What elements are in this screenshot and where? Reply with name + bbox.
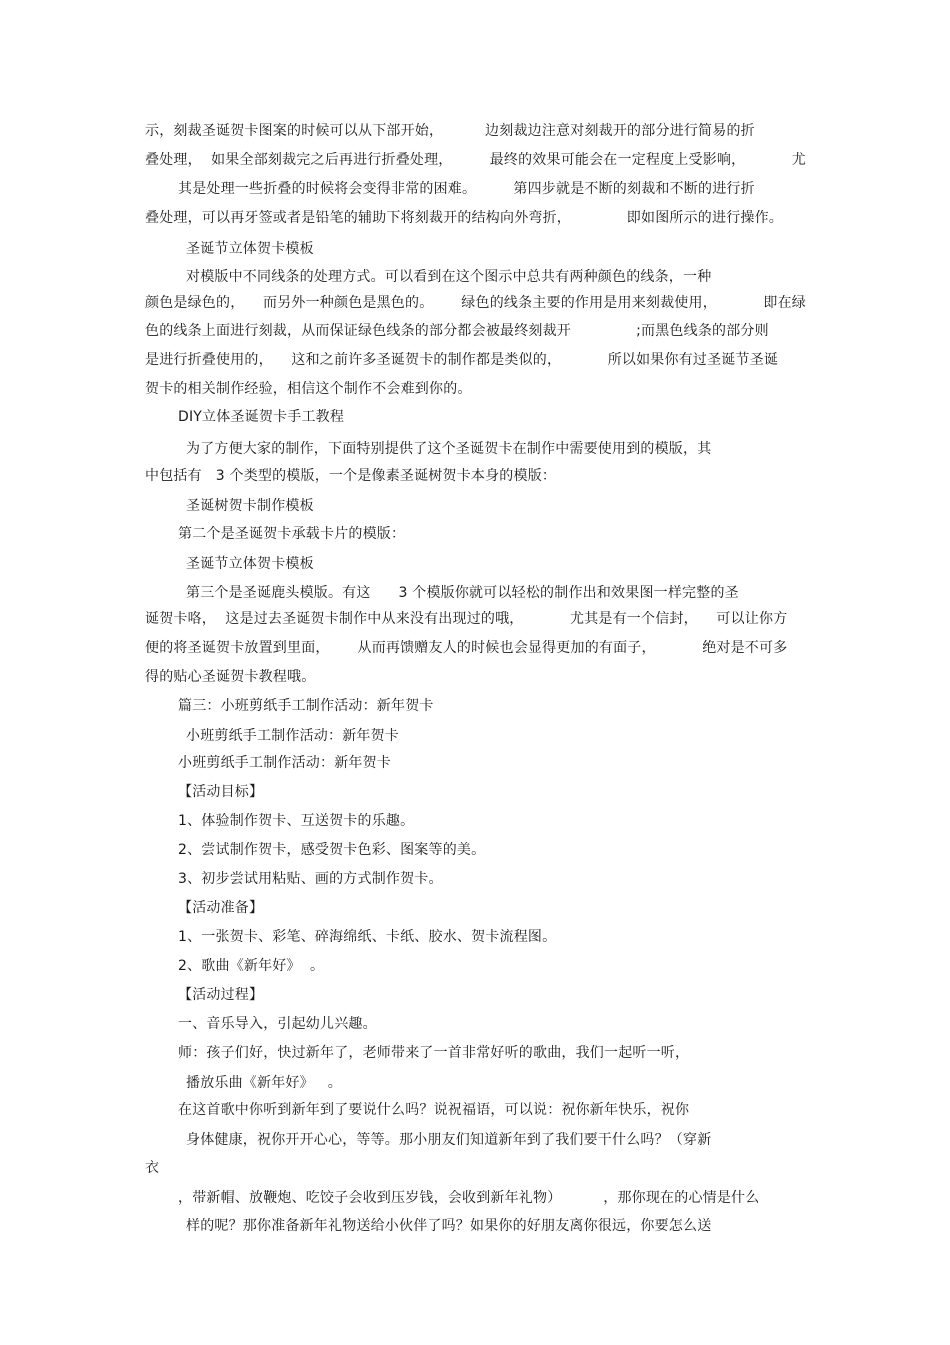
text-line: DIY立体圣诞贺卡手工教程 xyxy=(178,409,345,425)
text-line: 诞贺卡咯， 这是过去圣诞贺卡制作中从来没有出现过的哦， 尤其是有一个信封， 可以让你方 xyxy=(145,611,788,627)
text-line: 中包括有 3 个类型的模版，一个是像素圣诞树贺卡本身的模版： xyxy=(145,468,557,484)
text-line: 1、体验制作贺卡、互送贺卡的乐趣。 xyxy=(178,813,415,829)
text-line: 其是处理一些折叠的时候将会变得非常的困难。 第四步就是不断的刻裁和不断的进行折 xyxy=(178,181,755,197)
text-line: 第三个是圣诞鹿头模版。有这 3 个模版你就可以轻松的制作出和效果图一样完整的圣 xyxy=(186,585,739,601)
text-line: 【活动准备】 xyxy=(178,900,264,916)
text-line: 叠处理，可以再牙签或者是铅笔的辅助下将刻裁开的结构向外弯折， 即如图所示的进行操作。 xyxy=(145,210,783,226)
text-line: 2、歌曲《新年好》 。 xyxy=(178,958,325,974)
text-line: 圣诞树贺卡制作模板 xyxy=(186,498,314,514)
text-line: 小班剪纸手工制作活动：新年贺卡 xyxy=(186,728,399,744)
text-line: 2、尝试制作贺卡，感受贺卡色彩、图案等的美。 xyxy=(178,842,486,858)
text-line: 得的贴心圣诞贺卡教程哦。 xyxy=(145,669,316,685)
text-line: 示，刻裁圣诞贺卡图案的时候可以从下部开始， 边刻裁边注意对刻裁开的部分进行简易的折 xyxy=(145,123,755,139)
text-line: 为了方便大家的制作，下面特别提供了这个圣诞贺卡在制作中需要使用到的模版，其 xyxy=(186,441,712,457)
text-line: 篇三：小班剪纸手工制作活动：新年贺卡 xyxy=(178,698,434,714)
text-line: 【活动过程】 xyxy=(178,987,264,1003)
text-line: 【活动目标】 xyxy=(178,784,264,800)
text-line: 是进行折叠使用的， 这和之前许多圣诞贺卡的制作都是类似的， 所以如果你有过圣诞节圣诞 xyxy=(145,352,779,368)
text-line: 圣诞节立体贺卡模板 xyxy=(186,241,314,257)
text-line: 在这首歌中你听到新年到了要说什么吗？说祝福语，可以说：祝你新年快乐，祝你 xyxy=(178,1102,690,1118)
text-line: 对模版中不同线条的处理方式。可以看到在这个图示中总共有两种颜色的线条，一种 xyxy=(186,269,712,285)
text-line: 色的线条上面进行刻裁，从而保证绿色线条的部分都会被最终刻裁开 ;而黑色线条的部分则 xyxy=(145,323,769,339)
text-line: 播放乐曲《新年好》 。 xyxy=(186,1075,342,1091)
text-line: 便的将圣诞贺卡放置到里面， 从而再馈赠友人的时候也会显得更加的有面子， 绝对是不可多 xyxy=(145,640,788,656)
text-line: 身体健康，祝你开开心心，等等。那小朋友们知道新年到了我们要干什么吗？（穿新 xyxy=(186,1132,712,1148)
text-line: 圣诞节立体贺卡模板 xyxy=(186,556,314,572)
text-line: 3、初步尝试用粘贴、画的方式制作贺卡。 xyxy=(178,871,443,887)
text-line: 一、音乐导入，引起幼儿兴趣。 xyxy=(178,1016,377,1032)
text-line: 1、一张贺卡、彩笔、碎海绵纸、卡纸、胶水、贺卡流程图。 xyxy=(178,929,557,945)
text-line: 衣 xyxy=(145,1160,160,1176)
text-line: 师：孩子们好，快过新年了，老师带来了一首非常好听的歌曲，我们一起听一听， xyxy=(178,1045,690,1061)
text-line: 样的呢？那你准备新年礼物送给小伙伴了吗？如果你的好朋友离你很远，你要怎么送 xyxy=(186,1218,712,1234)
text-line: 小班剪纸手工制作活动：新年贺卡 xyxy=(178,755,391,771)
text-line: 叠处理， 如果全部刻裁完之后再进行折叠处理， 最终的效果可能会在一定程度上受影响， 尤 xyxy=(145,152,807,168)
text-line: 颜色是绿色的， 而另外一种颜色是黑色的。 绿色的线条主要的作用是用来刻裁使用， 即在绿 xyxy=(145,295,807,311)
text-line: 贺卡的相关制作经验，相信这个制作不会难到你的。 xyxy=(145,381,472,397)
text-line: 第二个是圣诞贺卡承载卡片的模版： xyxy=(178,526,406,542)
text-line: ，带新帽、放鞭炮、吃饺子会收到压岁钱，会收到新年礼物） ，那你现在的心情是什么 xyxy=(178,1190,760,1206)
